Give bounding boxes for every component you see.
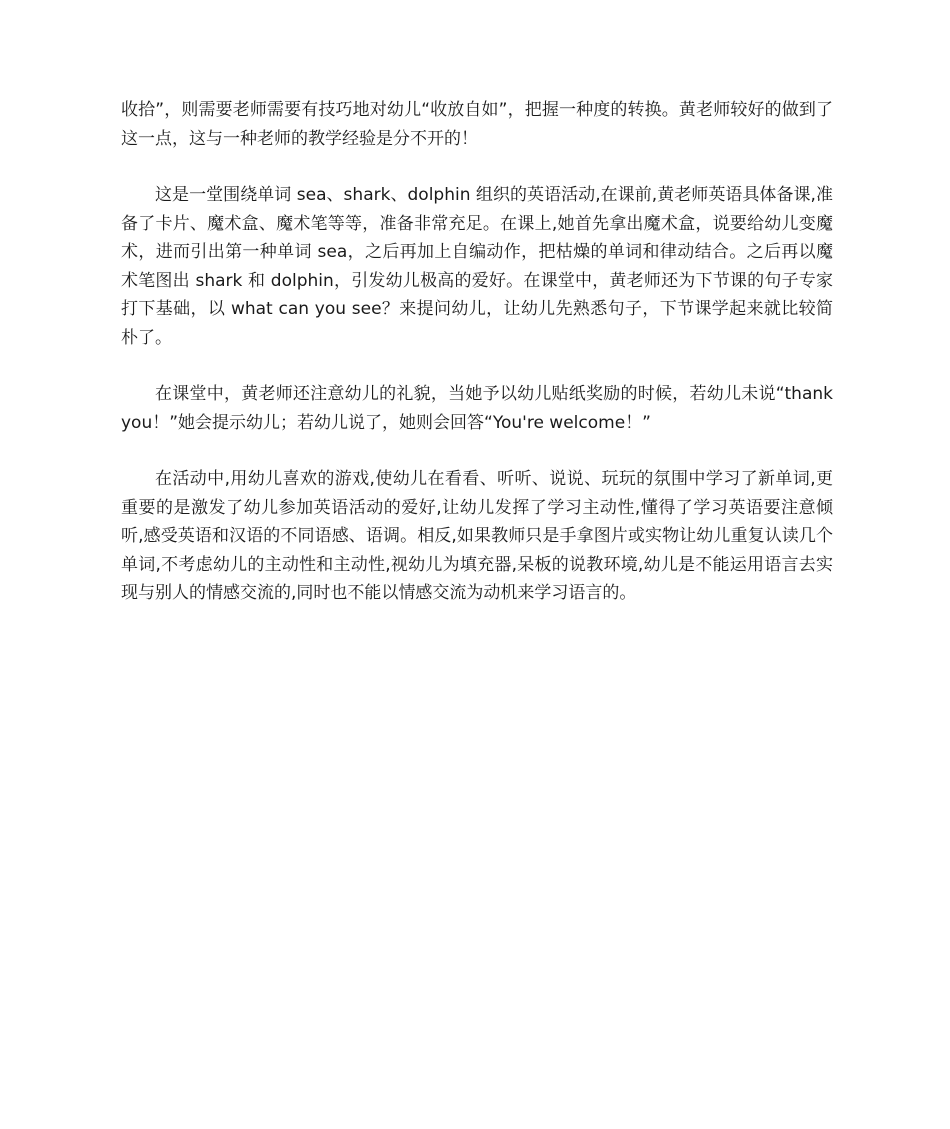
paragraph-3: 在课堂中，黄老师还注意幼儿的礼貌，当她予以幼儿贴纸奖励的时候，若幼儿未说“thank you！”她会提示幼儿；若幼儿说了，她则会回答“You're welcome！” <box>121 384 833 433</box>
paragraph-1: 收拾”，则需要老师需要有技巧地对幼儿“收放自如”，把握一种度的转换。黄老师较好的做到了这一点，这与一种老师的教学经验是分不开的！ <box>121 100 833 149</box>
document-body <box>121 96 833 636</box>
paragraph-2: 这是一堂围绕单词 sea、shark、dolphin 组织的英语活动,在课前,黄老师英语具体备课,准备了卡片、魔术盒、魔术笔等等，准备非常充足。在课上,她首先拿出魔术盒，说要给幼儿变魔术，进而引出第一种单词 sea，之后再加上自编动作，把枯燥的单词和律动结合。之后再以魔术笔图出 shark 和 dolphin，引发幼儿极高的爱好。在课堂中，黄老师还为下节课的句子专家打下基础，以 what can you see？来提问幼儿，让幼儿先熟悉句子，下节课学起来就比较简朴了。 <box>121 185 833 348</box>
paragraph-4: 在活动中,用幼儿喜欢的游戏,使幼儿在看看、听听、说说、玩玩的氛围中学习了新单词,更重要的是激发了幼儿参加英语活动的爱好,让幼儿发挥了学习主动性,懂得了学习英语要注意倾听,感受英语和汉语的不同语感、语调。相反,如果教师只是手拿图片或实物让幼儿重复认读几个单词,不考虑幼儿的主动性和主动性,视幼儿为填充器,呆板的说教环境,幼儿是不能运用语言去实现与别人的情感交流的,同时也不能以情感交流为动机来学习语言的。 <box>121 469 833 603</box>
